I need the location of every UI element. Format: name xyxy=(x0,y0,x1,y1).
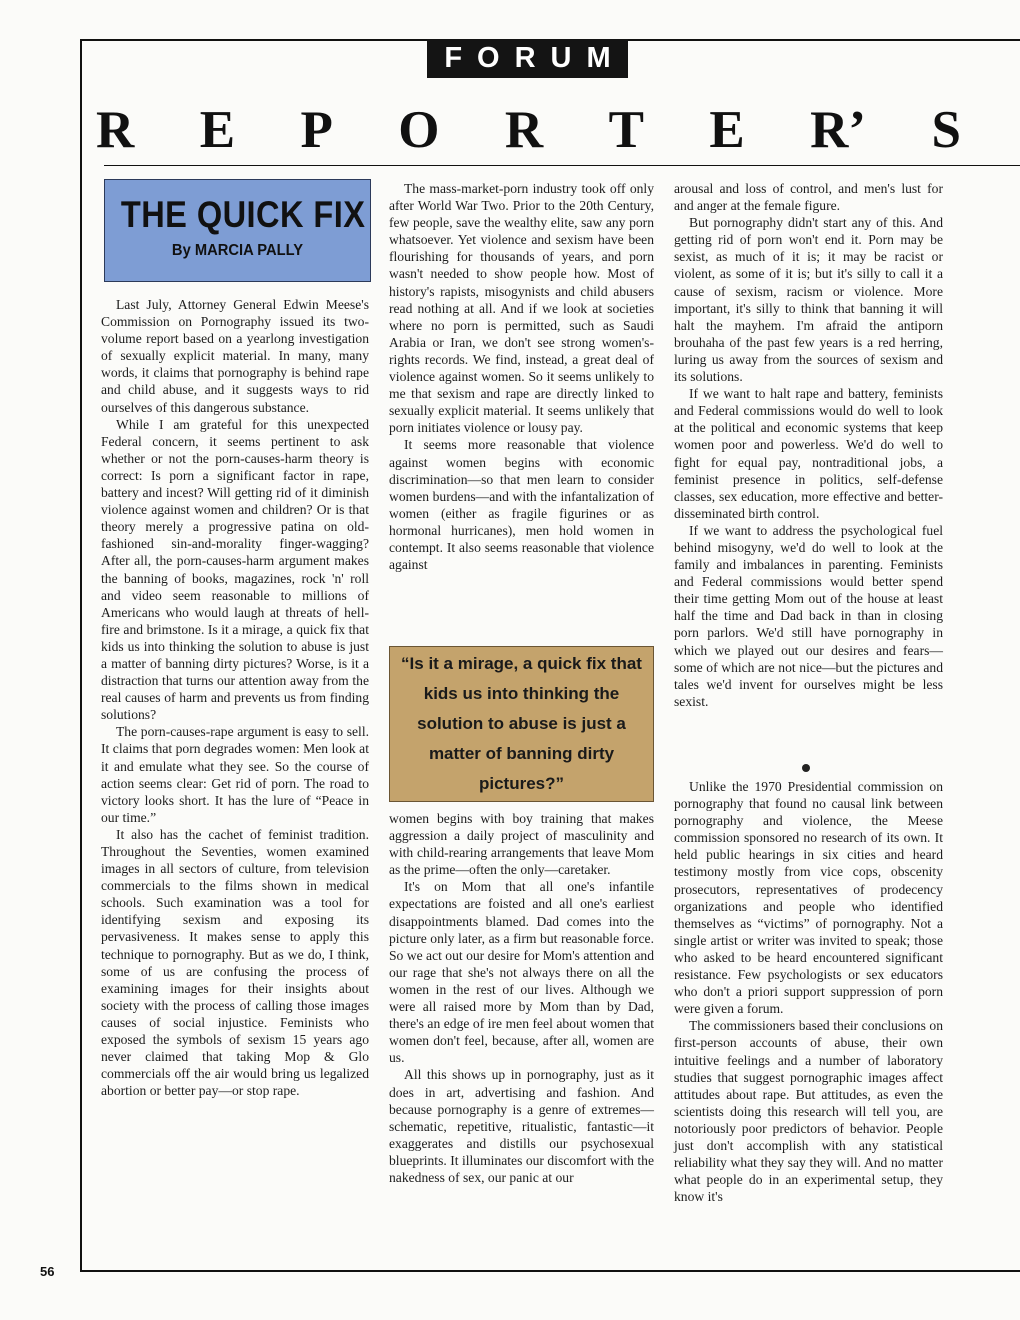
heading-letter: T xyxy=(608,101,644,159)
text-column-2-continued xyxy=(389,810,654,1186)
heading-letter: E xyxy=(199,101,236,159)
paragraph: If we want to halt rape and battery, feminists and Federal commissions would do well to look at the political and economic systems that keep women poor and powerless. We'd do well to fight for equal pay, nontraditional jobs, a feminist presence in politics, self-defense classes, sex education, more effective and better-disseminated birth control. xyxy=(674,386,943,521)
paragraph: It also has the cachet of feminist tradition. Throughout the Seventies, women examined images in all sectors of culture, from television commercials to the films shown in medical schools. Such examination was a tool for identifying sexism and exposing its pervasiveness. It makes sense to apply this technique to pornography. But as we do, I think, some of us are confusing the process of examining images for their insights about society with the process of calling those images causes of social injustice. Feminists who exposed the symbols of sexism 15 years ago never claimed that taking Mop & Glo commercials off the air would bring us legalized abortion or better pay—or stop rape. xyxy=(101,826,369,1099)
left-rule xyxy=(80,39,82,1272)
heading-letter: R xyxy=(504,101,544,159)
department-heading xyxy=(96,100,961,160)
heading-letter: R’ xyxy=(810,101,867,159)
paragraph: While I am grateful for this unexpected Federal concern, it seems pertinent to ask whether or not the porn-causes-harm theory is correct: Is porn a significant factor in rape, battery and incest? Will getting rid of it diminish violence against women and children? Or is that theory merely a progressive patina on old-fashioned sin-and-morality finger-wagging? After all, the porn-causes-harm argument makes the banning of books, magazines, rock 'n' roll and video seem reasonable to millions of Americans who would laugh at threats of hell-fire and brimstone. Is it a mirage, a quick fix that kids us into thinking the solution to abuse is just a matter of banning dirty pictures? Worse, is it a distraction that turns our attention away from the real causes of harm and prevents us from finding solutions? xyxy=(101,416,369,723)
text-column-2 xyxy=(389,180,654,573)
pull-quote: “Is it a mirage, a quick fix that kids us into thinking the solution to abuse is just a matter of banning dirty pictures?” xyxy=(389,646,654,802)
paragraph: If we want to address the psychological fuel behind misogyny, we'd do well to look at the family and imbalances in parenting. Feminists and Federal commissions would better spend their time getting Mom out of the house at least half the time and Dad back in than in closing porn parlors. We'd still have pornography in which we played out our desires and fears—some of which are not nice—but the pictures and tales we'd invent for ourselves might be less sexist. xyxy=(674,522,943,709)
paragraph: arousal and loss of control, and men's lust for and anger at the female figure. xyxy=(674,181,943,214)
article-title: THE QUICK FIX xyxy=(120,194,366,235)
text-column-3 xyxy=(674,180,943,710)
paragraph: The commissioners based their conclusions on first-person accounts of abuse, their own intuitive feelings and a number of laboratory studies that suggest pornographic images affect attitudes about rape. But attitudes, as even the scientists doing this research will tell you, are notoriously poor predictors of behavior. People just don't accomplish with any statistical reliability what they say they will. And no matter what people do in an experimental setup, they know it's xyxy=(674,1018,943,1205)
article-title-box xyxy=(104,179,371,282)
paragraph: The porn-causes-rape argument is easy to sell. It claims that porn degrades women: Men look at it and emulate what they see. So the course of action seems clear: Get rid of porn. The road to victory looks short. It has the lure of “Peace in our time.” xyxy=(101,724,369,825)
paragraph: It's on Mom that all one's infantile expectations are foisted and all one's earliest disappointments blamed. Dad comes into the picture only later, as a firm but reasonable force. So we act out our desire for Mom's attention and our rage that she's not always there on all the women in the rest of our lives. Although we were all raised more by Mom than by Dad, there's an edge of ire men feel about women that women don't feel, because, after all, women are us. xyxy=(389,879,654,1066)
paragraph: Unlike the 1970 Presidential commission on pornography that found no causal link between pornography and violence, the Meese commission sponsored no research of its own. It held public hearings in six cities and heard testimony mostly from vice cops, obscenity prosecutors, representatives of prodecency organizations and people who identified themselves as “victims” of pornography. Not a single artist or writer was invited to speak; those who asked to be heard encountered significant resistance. Few psychologists or sex educators who don't a priori support suppression of porn were given a forum. xyxy=(674,779,943,1017)
paragraph: The mass-market-porn industry took off only after World War Two. Prior to the 20th Century, few people, save the wealthy elite, saw any porn whatsoever. Yet violence and sexism have been flourishing for thousands of years, and porn wasn't needed to show people how. Most of history's rapists, misogynists and child abusers read nothing at all. And if we look at societies where no porn is permitted, such as Saudi Arabia or Iran, we don't see strong women's-rights records. We find, instead, a great deal of violence against women. So it seems unlikely to me that sexism and rape are directly linked to sexually explicit material. It seems unlikely that porn initiates violence or lousy pay. xyxy=(389,181,654,436)
text-column-3-continued xyxy=(674,778,943,1205)
heading-letter: O xyxy=(398,101,440,159)
paragraph: It seems more reasonable that violence against women begins with economic discrimination—so that men learn to consider women burdens—and with the infantalization of women (either as fragile figurines or as hormonal hurricanes), men hold women in contempt. It also seems reasonable that violence against xyxy=(389,437,654,573)
heading-underline xyxy=(104,165,1020,166)
heading-letter: E xyxy=(709,101,745,159)
paragraph: women begins with boy training that makes aggression a daily project of masculinity and with child-rearing arrangements that leave Mom as the prime—often the only—caretaker. xyxy=(389,811,654,878)
heading-letter: S xyxy=(931,101,961,159)
heading-letter: R xyxy=(96,101,135,159)
paragraph: But pornography didn't start any of this. And getting rid of porn won't end it. Porn may be sexist, as much of it is; it may be racist or violent, as some of it is; but it's silly to call it a cause of sexism, racism or violence. More important, it's silly to think that banning it will halt the mayhem. I'm afraid the antiporn brouhaha of the past few years is a red herring, luring us away from the sources of sexism and its solutions. xyxy=(674,215,943,385)
section-banner: FORUM xyxy=(427,39,628,78)
article-byline: By MARCIA PALLY xyxy=(171,242,304,259)
bottom-rule xyxy=(80,1270,1020,1272)
page-number: 56 xyxy=(40,1264,55,1279)
paragraph: Last July, Attorney General Edwin Meese's Commission on Pornography issued its two-volume report based on a yearlong investigation of sexually explicit material. In many, many words, it claims that pornography is behind rape and child abuse, and it suggests ways to rid ourselves of this dangerous substance. xyxy=(101,297,369,415)
section-break-bullet xyxy=(802,764,810,772)
text-column-1 xyxy=(101,296,369,1099)
paragraph: All this shows up in pornography, just as it does in art, advertising and fashion. And because pornography is a genre of extremes—schematic, repetitive, ritualistic, fantastic—it exaggerates and distills our psychosexual blueprints. It illuminates our discomfort with the nakedness of sex, our panic at our xyxy=(389,1067,654,1185)
heading-letter: P xyxy=(300,101,333,159)
